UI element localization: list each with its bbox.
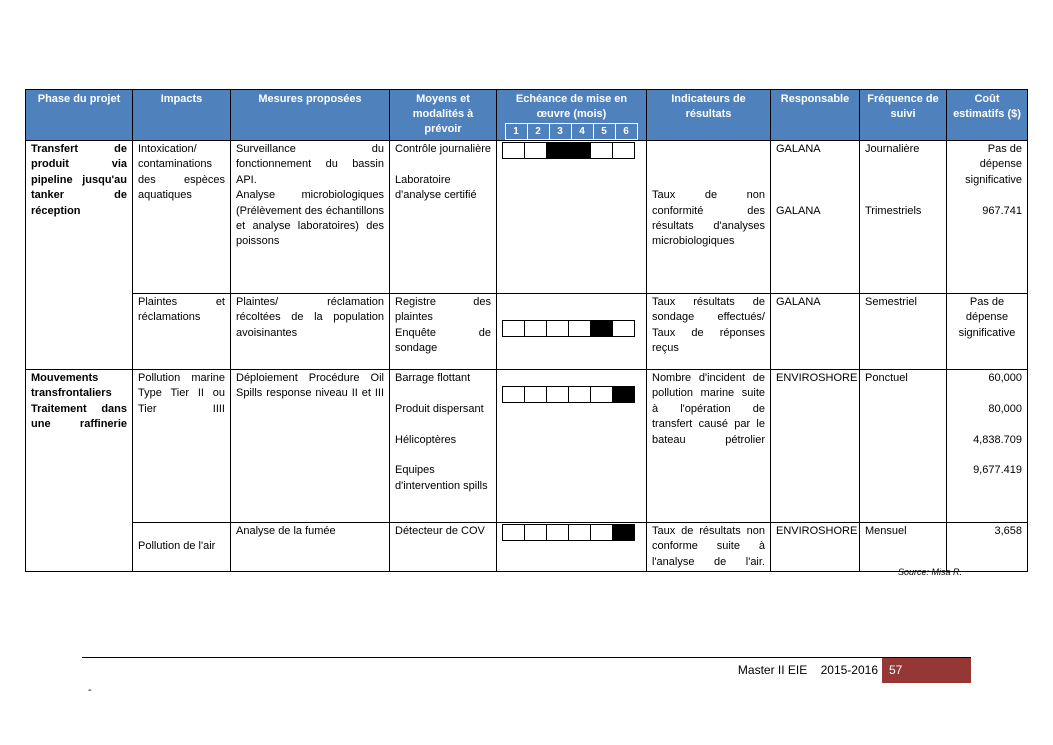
frequence-text: Trimestriels (865, 204, 922, 217)
header-frequence: Fréquence de suivi (860, 90, 947, 141)
schedule-month (612, 320, 635, 337)
moyen-text: Registre des plaintes (395, 296, 491, 324)
impacts-cell (133, 370, 231, 523)
responsable-cell (771, 370, 860, 523)
schedule-grid (503, 386, 641, 403)
mesures-cell (231, 370, 390, 523)
frequence-text: Mensuel (865, 525, 907, 537)
frequence-cell (860, 523, 947, 572)
moyen-text: Détecteur de COV (395, 525, 485, 537)
page-number-badge: 57 (882, 658, 971, 683)
schedule-cell (497, 294, 647, 370)
mesure-text: Plaintes/ réclamation récoltées de la population avoisinantes (236, 296, 384, 339)
cout-text: Pas de dépense significative (958, 296, 1016, 339)
schedule-month (502, 320, 525, 337)
responsable-cell (771, 294, 860, 370)
mesures-cell (231, 141, 390, 294)
schedule-month (590, 524, 613, 541)
cout-text: 80,000 (988, 402, 1022, 415)
header-row (26, 90, 1028, 141)
impacts-cell (133, 141, 231, 294)
schedule-month (568, 524, 591, 541)
moyen-text: Contrôle journalière (395, 143, 491, 155)
environmental-management-table (25, 89, 1028, 572)
responsable-text: GALANA (776, 204, 821, 217)
moyens-cell (390, 294, 497, 370)
schedule-month (546, 524, 569, 541)
indicateur-cell (647, 294, 771, 370)
mesure-text: Déploiement Procédure Oil Spills response niveau II et III (236, 372, 384, 400)
impacts-cell (133, 523, 231, 572)
header-responsable: Responsable (771, 90, 860, 141)
moyens-cell (390, 523, 497, 572)
table-row (26, 523, 1028, 572)
schedule-month (546, 386, 569, 403)
schedule-month (568, 142, 591, 159)
impacts-text: Plaintes et réclamations (138, 296, 225, 324)
month-label: 4 (571, 123, 594, 140)
schedule-month (568, 320, 591, 337)
indicateur-cell (647, 523, 771, 572)
cout-cell (947, 141, 1028, 294)
schedule-grid (503, 142, 641, 159)
schedule-month (590, 386, 613, 403)
cout-text: 9,677.419 (973, 464, 1022, 477)
frequence-text: Ponctuel (865, 372, 908, 384)
frequence-cell (860, 370, 947, 523)
month-label: 2 (527, 123, 550, 140)
indicateur-text: Taux résultats de sondage effectués/ Taux de réponses reçus (652, 296, 765, 355)
frequence-cell (860, 141, 947, 294)
cout-cell (947, 523, 1028, 572)
table-row (26, 141, 1028, 294)
impacts-cell (133, 294, 231, 370)
header-mesures: Mesures proposées (231, 90, 390, 141)
responsable-cell (771, 141, 860, 294)
mesure-text: Surveillance du fonctionnement du bassin API. (236, 143, 384, 186)
indicateur-cell (647, 370, 771, 523)
cout-text: 967.741 (982, 204, 1022, 217)
schedule-month (546, 142, 569, 159)
moyen-text: Hélicoptères (395, 433, 457, 446)
schedule-month (590, 320, 613, 337)
phase-cell (26, 141, 133, 370)
footer-program: Master II EIE (737, 663, 808, 677)
table-row (26, 370, 1028, 523)
responsable-text: ENVIROSHORE (776, 525, 858, 537)
schedule-month (524, 386, 547, 403)
footer-label (700, 660, 878, 680)
schedule-month (590, 142, 613, 159)
schedule-month (612, 386, 635, 403)
moyen-text: Produit dispersant (395, 402, 484, 415)
mesure-text: Analyse microbiologiques (Prélèvement des échantillons et analyse laboratoires) des poissons (236, 189, 384, 248)
month-label: 1 (505, 123, 528, 140)
responsable-cell (771, 523, 860, 572)
schedule-month (612, 524, 635, 541)
moyen-text: Laboratoire d'analyse certifié (395, 173, 477, 202)
responsable-text: ENVIROSHORE (776, 372, 858, 384)
frequence-text: Journalière (865, 143, 920, 155)
phase-text: Traitement dans une raffinerie (31, 402, 127, 431)
schedule-month (546, 320, 569, 337)
schedule-month (524, 142, 547, 159)
schedule-month (524, 320, 547, 337)
cout-cell (947, 294, 1028, 370)
schedule-month (502, 386, 525, 403)
moyen-text: Barrage flottant (395, 372, 471, 384)
mesures-cell (231, 294, 390, 370)
responsable-text: GALANA (776, 296, 821, 308)
mesures-cell (231, 523, 390, 572)
schedule-month (502, 142, 525, 159)
schedule-cell (497, 523, 647, 572)
frequence-text: Semestriel (865, 296, 917, 308)
schedule-cell (497, 141, 647, 294)
responsable-text: GALANA (776, 143, 821, 155)
impacts-text: Pollution de l'air (138, 540, 216, 553)
cout-text: Pas de dépense significative (965, 143, 1022, 186)
indicateur-text: Taux de résultats non conforme suite à l'analyse de l'air. (652, 525, 765, 568)
header-phase: Phase du projet (26, 90, 133, 141)
month-label: 3 (549, 123, 572, 140)
header-echeance (497, 90, 647, 141)
month-label: 6 (615, 123, 638, 140)
month-label: 5 (593, 123, 616, 140)
header-echeance-title: Echéance de mise en œuvre (mois) (515, 93, 628, 120)
mesure-text: Analyse de la fumée (236, 525, 336, 537)
cout-text: 4,838.709 (973, 433, 1022, 446)
footer-rule (82, 657, 971, 658)
moyens-cell (390, 370, 497, 523)
indicateur-text: Nombre d'incident de pollution marine suite à l'opération de transfert causé par le bateau pétrolier (652, 372, 765, 446)
schedule-grid (503, 320, 641, 337)
phase-text: Transfert de produit via pipeline jusqu'au tanker de réception (31, 143, 127, 217)
schedule-month (524, 524, 547, 541)
indicateur-text: Taux de non conformité des résultats d'analyses microbiologiques (652, 189, 765, 248)
month-header-grid (497, 123, 646, 140)
table-row (26, 294, 1028, 370)
header-impacts: Impacts (133, 90, 231, 141)
phase-text: Mouvements transfrontaliers (31, 372, 112, 400)
schedule-month (568, 386, 591, 403)
moyen-text: Enquête de sondage (395, 326, 491, 355)
frequence-cell (860, 294, 947, 370)
schedule-grid (503, 524, 641, 541)
schedule-cell (497, 370, 647, 523)
indicateur-cell (647, 141, 771, 294)
cout-cell (947, 370, 1028, 523)
schedule-month (612, 142, 635, 159)
cout-text: 60,000 (988, 372, 1022, 384)
moyens-cell (390, 141, 497, 294)
moyen-text: Equipes d'intervention spills (395, 464, 488, 492)
impacts-text: Intoxication/ contaminations des espèces aquatiques (138, 143, 225, 202)
footer-years: 2015-2016 (820, 663, 878, 677)
schedule-month (502, 524, 525, 541)
header-indicateurs: Indicateurs de résultats (647, 90, 771, 141)
header-cout: Coût estimatifs ($) (947, 90, 1028, 141)
source-caption: Source: Misa R. (897, 567, 962, 577)
stray-mark: - (88, 684, 92, 696)
phase-cell (26, 370, 133, 572)
impacts-text: Pollution marine Type Tier II ou Tier IIII (138, 372, 225, 415)
cout-text: 3,658 (994, 525, 1022, 537)
header-moyens: Moyens et modalités à prévoir (390, 90, 497, 141)
